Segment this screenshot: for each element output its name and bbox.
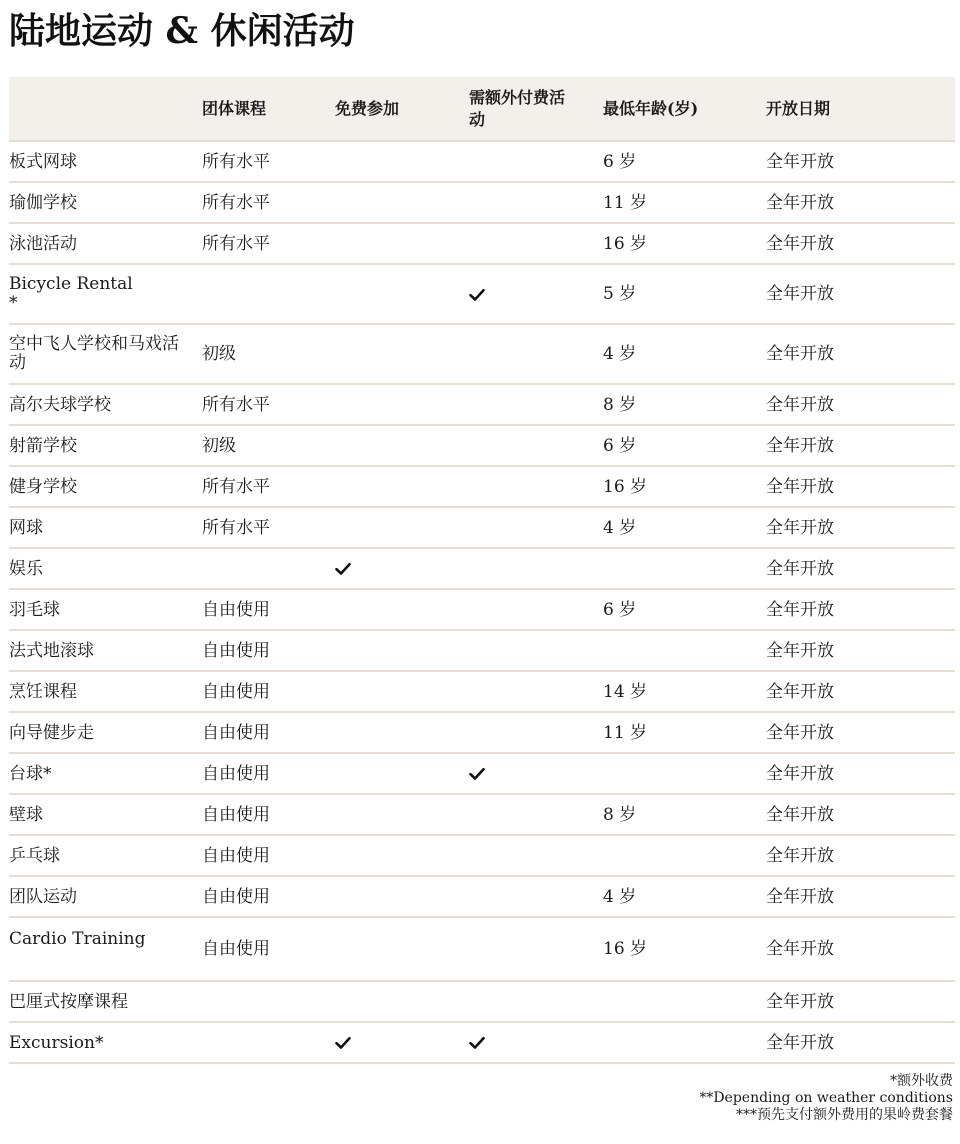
group-lessons-cell [202,712,335,753]
min-age-value: 8 岁 [603,394,637,415]
header-open-dates-label: 开放日期 [766,98,831,118]
activity-name-cell [9,384,202,425]
open-dates-value: 全年开放 [766,517,834,538]
free-cell [335,753,469,794]
activity-name: 娱乐 [9,558,43,579]
header-min-age-label: 最低年龄(岁) [603,98,699,118]
group-lessons-value: 初级 [202,344,236,364]
footnotes [699,1073,953,1124]
group-lessons-value: 自由使用 [202,763,270,784]
activity-name: 健身学校 [9,476,77,497]
open-dates-cell [766,264,955,324]
min-age-value: 11 岁 [603,192,648,213]
activity-name-cell [9,466,202,507]
group-lessons-cell [202,876,335,917]
open-dates-cell [766,384,955,425]
group-lessons-cell [202,1022,335,1063]
activity-name-cell [9,264,202,324]
free-cell [335,141,469,182]
free-cell [335,589,469,630]
activity-name: 法式地滚球 [9,640,94,661]
activity-name-cell [9,630,202,671]
activity-name-cell [9,141,202,182]
min-age-value: 6 岁 [603,151,637,172]
table-row [9,794,955,835]
extra-charge-cell [469,589,603,630]
open-dates-cell [766,182,955,223]
open-dates-cell [766,671,955,712]
open-dates-value: 全年开放 [766,1032,834,1053]
free-cell [335,835,469,876]
table-row [9,466,955,507]
group-lessons-value: 所有水平 [202,394,270,415]
open-dates-cell [766,917,955,981]
header-group-lessons-label: 团体课程 [202,98,267,118]
open-dates-cell [766,589,955,630]
group-lessons-cell [202,981,335,1022]
activity-name: Excursion* [9,1032,104,1053]
activity-name: 壁球 [9,804,43,825]
extra-charge-cell [469,876,603,917]
activity-name-cell [9,917,202,981]
activity-name-cell [9,182,202,223]
table-body [9,141,955,1063]
open-dates-value: 全年开放 [766,939,834,959]
group-lessons-value: 自由使用 [202,722,270,743]
extra-charge-cell [469,671,603,712]
min-age-value: 8 岁 [603,804,637,825]
extra-charge-cell [469,712,603,753]
open-dates-cell [766,753,955,794]
extra-charge-cell [469,223,603,264]
activities-table [9,77,955,1064]
group-lessons-value: 所有水平 [202,476,270,497]
group-lessons-cell [202,671,335,712]
free-cell [335,507,469,548]
extra-charge-cell [469,630,603,671]
table-row [9,671,955,712]
open-dates-value: 全年开放 [766,558,834,579]
extra-charge-cell [469,981,603,1022]
open-dates-cell [766,981,955,1022]
free-cell [335,794,469,835]
open-dates-cell [766,425,955,466]
open-dates-cell [766,794,955,835]
min-age-cell [603,835,766,876]
free-cell [335,425,469,466]
open-dates-value: 全年开放 [766,284,834,304]
open-dates-value: 全年开放 [766,151,834,172]
activity-name: Cardio Training [9,929,146,949]
min-age-cell [603,981,766,1022]
table-row [9,384,955,425]
min-age-cell [603,630,766,671]
open-dates-cell [766,466,955,507]
free-cell [335,917,469,981]
header-extra-charge [469,77,603,141]
min-age-cell [603,223,766,264]
min-age-cell [603,324,766,384]
min-age-value: 4 岁 [603,517,637,538]
activity-name-cell [9,507,202,548]
activity-name: 空中飞人学校和马戏活动 [9,334,179,373]
free-cell [335,548,469,589]
activity-name: 射箭学校 [9,435,77,456]
header-free-label: 免费参加 [335,98,400,118]
table-row [9,141,955,182]
open-dates-value: 全年开放 [766,435,834,456]
check-icon [469,288,485,302]
open-dates-value: 全年开放 [766,476,834,497]
activity-name: Bicycle Rental * [9,274,133,313]
table-row [9,425,955,466]
extra-charge-cell [469,384,603,425]
open-dates-cell [766,141,955,182]
group-lessons-cell [202,917,335,981]
min-age-cell [603,141,766,182]
table-row [9,917,955,981]
table-row [9,324,955,384]
min-age-cell [603,507,766,548]
min-age-value: 4 岁 [603,344,637,364]
open-dates-cell [766,835,955,876]
extra-charge-cell [469,264,603,324]
group-lessons-cell [202,630,335,671]
open-dates-cell [766,324,955,384]
activity-name-cell [9,876,202,917]
open-dates-value: 全年开放 [766,722,834,743]
header-open-dates [766,77,955,141]
table-row [9,630,955,671]
min-age-value: 11 岁 [603,722,648,743]
header-activity [9,77,202,141]
min-age-cell [603,876,766,917]
activity-name: 网球 [9,517,43,538]
free-cell [335,1022,469,1063]
group-lessons-value: 自由使用 [202,845,270,866]
activity-name: 巴厘式按摩课程 [9,991,128,1012]
group-lessons-value: 自由使用 [202,804,270,825]
open-dates-cell [766,223,955,264]
activity-name-cell [9,753,202,794]
activity-name-cell [9,712,202,753]
group-lessons-value: 初级 [202,435,236,456]
group-lessons-cell [202,223,335,264]
free-cell [335,671,469,712]
group-lessons-cell [202,835,335,876]
extra-charge-cell [469,835,603,876]
open-dates-cell [766,876,955,917]
activity-name-cell [9,794,202,835]
group-lessons-cell [202,425,335,466]
min-age-value: 16 岁 [603,939,648,959]
open-dates-value: 全年开放 [766,845,834,866]
open-dates-value: 全年开放 [766,394,834,415]
free-cell [335,876,469,917]
check-icon [469,767,485,781]
activity-name: 团队运动 [9,886,77,907]
min-age-value: 6 岁 [603,435,637,456]
group-lessons-value: 自由使用 [202,886,270,907]
group-lessons-cell [202,324,335,384]
group-lessons-cell [202,182,335,223]
table-row [9,753,955,794]
table-row [9,712,955,753]
min-age-value: 14 岁 [603,681,648,702]
min-age-cell [603,425,766,466]
table-row [9,223,955,264]
page-title: 陆地运动 & 休闲活动 [9,10,355,52]
footnote-weather: **Depending on weather conditions [699,1090,953,1106]
group-lessons-value: 自由使用 [202,939,270,959]
free-cell [335,182,469,223]
table-row [9,1022,955,1063]
min-age-cell [603,671,766,712]
activity-name: 烹饪课程 [9,681,77,702]
activity-name: 泳池活动 [9,233,77,254]
group-lessons-value: 所有水平 [202,233,270,254]
open-dates-value: 全年开放 [766,599,834,620]
activity-name: 乒乓球 [9,845,60,866]
activity-name-cell [9,589,202,630]
extra-charge-cell [469,507,603,548]
min-age-cell [603,794,766,835]
table-row [9,835,955,876]
check-icon [335,1036,351,1050]
group-lessons-cell [202,141,335,182]
min-age-value: 4 岁 [603,886,637,907]
activity-name-cell [9,324,202,384]
min-age-cell [603,917,766,981]
group-lessons-cell [202,466,335,507]
extra-charge-cell [469,466,603,507]
group-lessons-cell [202,548,335,589]
extra-charge-cell [469,794,603,835]
min-age-cell [603,712,766,753]
extra-charge-cell [469,1022,603,1063]
activity-name: 羽毛球 [9,599,60,620]
group-lessons-value: 自由使用 [202,599,270,620]
group-lessons-cell [202,589,335,630]
open-dates-cell [766,548,955,589]
extra-charge-cell [469,917,603,981]
group-lessons-cell [202,384,335,425]
open-dates-value: 全年开放 [766,344,834,364]
activity-name: 台球* [9,763,52,784]
min-age-cell [603,264,766,324]
min-age-cell [603,589,766,630]
open-dates-cell [766,712,955,753]
check-icon [335,562,351,576]
open-dates-value: 全年开放 [766,763,834,784]
min-age-value: 6 岁 [603,599,637,620]
activity-name: 板式网球 [9,151,77,172]
extra-charge-cell [469,548,603,589]
table-row [9,981,955,1022]
free-cell [335,264,469,324]
free-cell [335,384,469,425]
min-age-value: 16 岁 [603,233,648,254]
group-lessons-cell [202,753,335,794]
open-dates-value: 全年开放 [766,804,834,825]
min-age-value: 16 岁 [603,476,648,497]
extra-charge-cell [469,182,603,223]
activity-name-cell [9,835,202,876]
activity-name-cell [9,223,202,264]
min-age-cell [603,182,766,223]
group-lessons-value: 所有水平 [202,192,270,213]
open-dates-cell [766,507,955,548]
table-row [9,182,955,223]
open-dates-value: 全年开放 [766,886,834,907]
table-row [9,876,955,917]
extra-charge-cell [469,425,603,466]
table-row [9,548,955,589]
activity-name: 向导健步走 [9,722,94,743]
extra-charge-cell [469,141,603,182]
open-dates-value: 全年开放 [766,991,834,1012]
header-free [335,77,469,141]
min-age-value: 5 岁 [603,284,637,304]
free-cell [335,223,469,264]
header-extra-charge-label: 需额外付费活动 [469,87,566,129]
min-age-cell [603,548,766,589]
table-row [9,589,955,630]
min-age-cell [603,384,766,425]
min-age-cell [603,466,766,507]
header-min-age [603,77,766,141]
open-dates-value: 全年开放 [766,233,834,254]
footnote-extra-charge: *额外收费 [890,1073,953,1089]
extra-charge-cell [469,324,603,384]
group-lessons-value: 自由使用 [202,681,270,702]
activity-name-cell [9,671,202,712]
open-dates-cell [766,630,955,671]
min-age-cell [603,753,766,794]
open-dates-value: 全年开放 [766,640,834,661]
activity-name-cell [9,425,202,466]
header-group-lessons [202,77,335,141]
min-age-cell [603,1022,766,1063]
open-dates-cell [766,1022,955,1063]
group-lessons-cell [202,794,335,835]
footnote-green-fee: ***预先支付额外费用的果岭费套餐 [736,1107,953,1123]
group-lessons-value: 所有水平 [202,151,270,172]
activity-name-cell [9,548,202,589]
header-row [9,77,955,141]
activity-name: 高尔夫球学校 [9,394,111,415]
activity-name-cell [9,981,202,1022]
table-header [9,77,955,141]
group-lessons-cell [202,264,335,324]
free-cell [335,981,469,1022]
extra-charge-cell [469,753,603,794]
table-row [9,264,955,324]
activity-name: 瑜伽学校 [9,192,77,213]
group-lessons-cell [202,507,335,548]
free-cell [335,630,469,671]
group-lessons-value: 自由使用 [202,640,270,661]
free-cell [335,466,469,507]
check-icon [469,1036,485,1050]
free-cell [335,324,469,384]
open-dates-value: 全年开放 [766,681,834,702]
table-row [9,507,955,548]
open-dates-value: 全年开放 [766,192,834,213]
group-lessons-value: 所有水平 [202,517,270,538]
activity-name-cell [9,1022,202,1063]
free-cell [335,712,469,753]
